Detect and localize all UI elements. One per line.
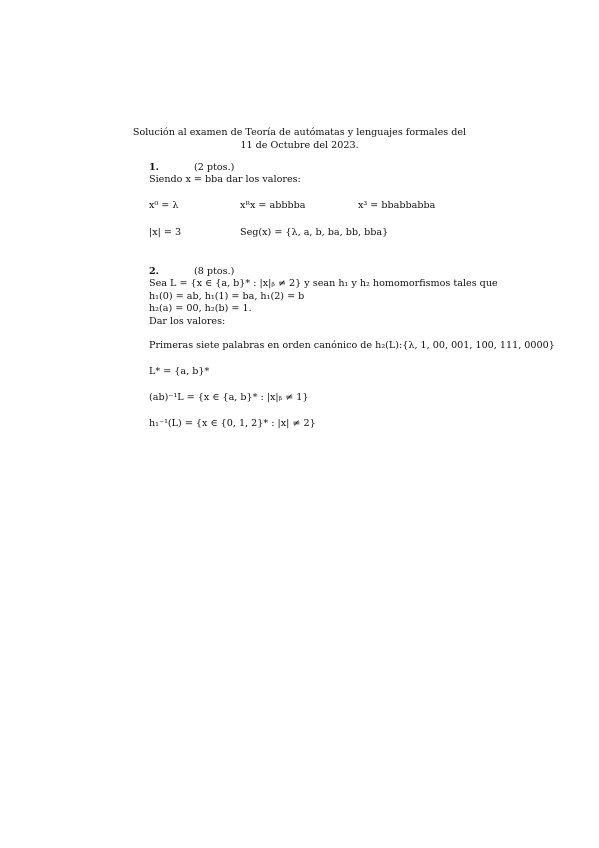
p2-statement-line-1: Sea L = {x ∈ {a, b}* : |x|ᵦ ≠ 2} y sean h₁ y h₂ homomorfismos tales que bbox=[149, 278, 498, 289]
p2-answer-h2-words: Primeras siete palabras en orden canónico de h₂(L):{λ, 1, 00, 001, 100, 111, 0000} bbox=[149, 340, 555, 351]
p2-statement-line-4: Dar los valores: bbox=[149, 316, 226, 327]
title-line-2: 11 de Octubre del 2023. bbox=[240, 140, 359, 151]
p2-statement-line-3: h₂(a) = 00, h₂(b) = 1. bbox=[149, 303, 252, 314]
p1-answer-seg: Seg(x) = {λ, a, b, ba, bb, bba} bbox=[240, 227, 389, 238]
title-line-1: Solución al examen de Teoría de autómatas y lenguajes formales del bbox=[132, 127, 467, 138]
problem-1-points: (2 ptos.) bbox=[194, 162, 235, 173]
p2-statement-line-2: h₁(0) = ab, h₁(1) = ba, h₁(2) = b bbox=[149, 291, 305, 302]
p2-answer-quotient: (ab)⁻¹L = {x ∈ {a, b}* : |x|ᵦ ≠ 1} bbox=[149, 392, 309, 403]
p1-answer-xRx: xᴿx = abbbba bbox=[240, 200, 306, 211]
p1-answer-length: |x| = 3 bbox=[149, 227, 182, 238]
p1-answer-x0: x⁰ = λ bbox=[149, 200, 179, 211]
problem-1-number: 1. bbox=[149, 162, 160, 173]
problem-1-statement: Siendo x = bba dar los valores: bbox=[149, 174, 301, 185]
p2-answer-inverse-h1: h₁⁻¹(L) = {x ∈ {0, 1, 2}* : |x| ≠ 2} bbox=[149, 418, 316, 429]
p2-answer-L-star: L* = {a, b}* bbox=[149, 366, 210, 377]
p1-answer-x3: x³ = bbabbabba bbox=[358, 200, 436, 211]
problem-2-points: (8 ptos.) bbox=[194, 266, 235, 277]
problem-2-number: 2. bbox=[149, 266, 160, 277]
